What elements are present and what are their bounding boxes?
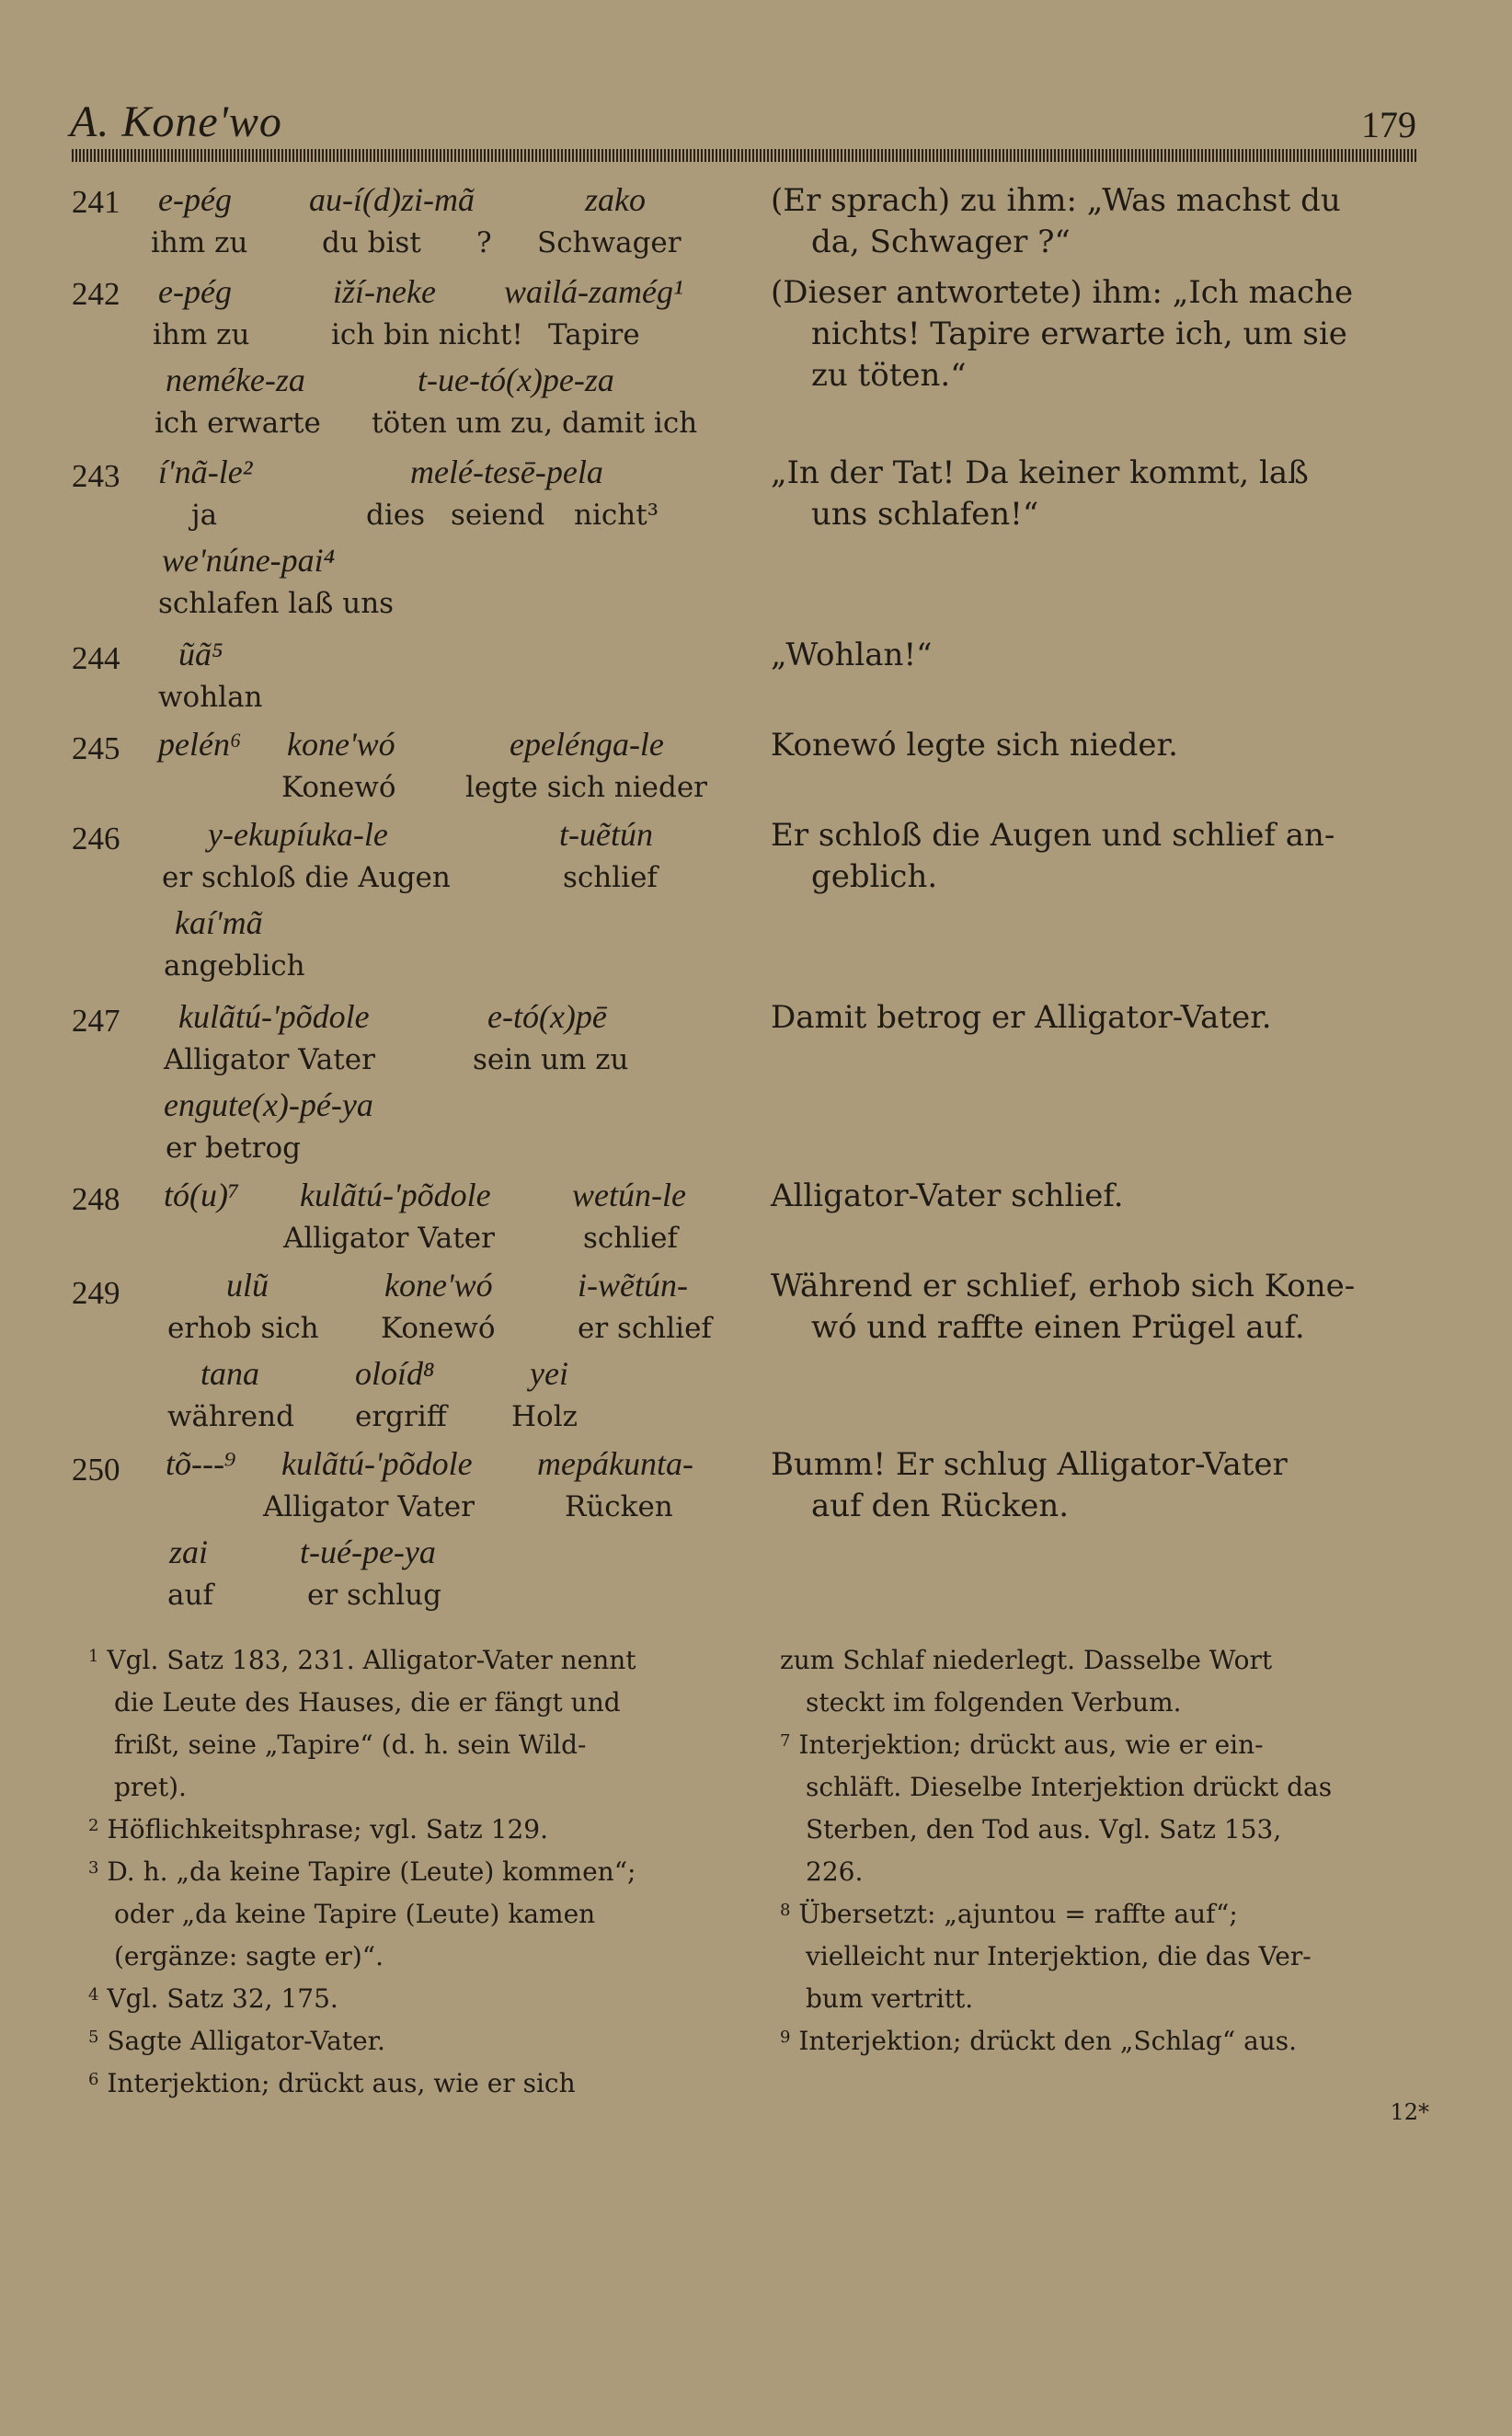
native-word: kone'wó xyxy=(287,726,395,763)
gloss: töten um zu, damit ich xyxy=(372,407,698,440)
native-word: iží-neke xyxy=(333,273,436,310)
gloss: ergriff xyxy=(355,1400,447,1433)
native-word: wailá-zamég¹ xyxy=(504,273,683,310)
native-word: t-uẽtún xyxy=(559,816,653,853)
translation: (Dieser antwortete) ihm: „Ich mache nichts! Tapire erwarte ich, um sie zu töten.“ xyxy=(771,274,1354,394)
gloss: Alligator Vater xyxy=(263,1490,475,1523)
gloss: ihm zu xyxy=(153,318,250,351)
line-number: 247 xyxy=(72,1003,120,1039)
native-word: y-ekupíuka-le xyxy=(208,816,388,853)
footnote-4: $^4$ Vgl. Satz 32, 175. xyxy=(88,1983,338,2014)
native-word: kulãtú-'põdole xyxy=(281,1445,473,1482)
native-word: zai xyxy=(169,1534,209,1570)
translation: Während er schlief, erhob sich Kone- wó und raffte einen Prügel auf. xyxy=(771,1268,1356,1346)
footnote-6: $^6$ Interjektion; drückt aus, wie er sich xyxy=(88,2068,576,2098)
line-number: 241 xyxy=(72,184,120,220)
line-number: 246 xyxy=(72,821,120,856)
native-word: au-í(d)zi-mã xyxy=(309,181,475,218)
gloss: schlief xyxy=(563,861,658,894)
gloss: Alligator Vater xyxy=(283,1222,495,1255)
gloss: Rücken xyxy=(565,1490,673,1523)
gloss: während xyxy=(167,1400,294,1433)
gloss: sein um zu xyxy=(473,1043,629,1076)
translation: Konewó legte sich nieder. xyxy=(771,727,1178,764)
header-rule xyxy=(72,149,1416,162)
native-word: mepákunta- xyxy=(537,1445,693,1482)
native-word: e-tó(x)pē xyxy=(487,998,607,1035)
gloss: ? xyxy=(476,226,492,259)
native-word: zako xyxy=(585,181,646,218)
native-word: kulãtú-'põdole xyxy=(300,1177,491,1213)
gloss: schlafen laß uns xyxy=(158,587,395,620)
gloss: wohlan xyxy=(158,681,263,714)
native-word: ulũ xyxy=(226,1267,269,1304)
gloss: seiend xyxy=(451,499,545,532)
gloss: Holz xyxy=(511,1400,578,1433)
translation: (Er sprach) zu ihm: „Was machst du da, Schwager ?“ xyxy=(771,182,1341,260)
translation: Alligator-Vater schlief. xyxy=(771,1178,1124,1214)
native-word: oloíd⁸ xyxy=(355,1355,435,1392)
line-number: 242 xyxy=(72,276,120,312)
footnotes-right xyxy=(780,1639,1429,2063)
footnote-6-continued: zum Schlaf niederlegt. Dasselbe Wort steckt im folgenden Verbum. xyxy=(780,1645,1273,1718)
gloss: nicht³ xyxy=(574,499,659,532)
gloss: ich erwarte xyxy=(155,407,321,440)
gloss: auf xyxy=(167,1579,213,1612)
line-number: 243 xyxy=(72,458,120,494)
gloss: dies xyxy=(366,499,426,532)
native-word: e-pég xyxy=(158,181,232,218)
footnotes-left xyxy=(88,1639,743,2105)
native-word: neméke-za xyxy=(166,362,305,398)
footnote-2: $^2$ Höflichkeitsphrase; vgl. Satz 129. xyxy=(88,1814,549,1844)
native-word: yei xyxy=(530,1355,568,1392)
native-word: kone'wó xyxy=(384,1267,493,1304)
gloss: Konewó xyxy=(281,771,396,804)
native-word: i-wẽtún- xyxy=(578,1267,688,1304)
native-word: tana xyxy=(200,1355,260,1392)
gloss: erhob sich xyxy=(167,1312,319,1345)
translation: Damit betrog er Alligator-Vater. xyxy=(771,999,1272,1036)
gloss: Alligator Vater xyxy=(164,1043,375,1076)
gloss: du bist xyxy=(322,226,421,259)
gloss: legte sich nieder xyxy=(465,771,708,804)
native-word: í'nã-le² xyxy=(158,454,253,490)
gloss: Schwager xyxy=(537,226,682,259)
translation: „In der Tat! Da keiner kommt, laß uns schlafen!“ xyxy=(771,454,1309,533)
gloss: schlief xyxy=(583,1222,678,1255)
translation: Bumm! Er schlug Alligator-Vater auf den Rücken. xyxy=(771,1446,1288,1524)
footnote-8: $^8$ Übersetzt: „ajuntou = raffte auf“; vielleicht nur Interjektion, die das Ver- bum vertritt. xyxy=(780,1899,1312,2014)
footnote-7: $^7$ Interjektion; drückt aus, wie er ein- schläft. Dieselbe Interjektion drückt das Sterben, den Tod aus. Vgl. Satz 153, 226. xyxy=(780,1729,1333,1887)
gloss: Tapire xyxy=(548,318,640,351)
running-head-title: A. Kone'wo xyxy=(70,98,282,146)
native-word: t-ué-pe-ya xyxy=(300,1534,436,1570)
translation: „Wohlan!“ xyxy=(771,637,933,673)
gloss: er betrog xyxy=(166,1132,301,1165)
gloss: angeblich xyxy=(164,949,305,982)
native-word: e-pég xyxy=(158,273,232,310)
gloss: Konewó xyxy=(381,1312,496,1345)
gloss: ich bin nicht! xyxy=(331,318,523,351)
native-word: tó(u)⁷ xyxy=(164,1177,240,1213)
footnote-5: $^5$ Sagte Alligator-Vater. xyxy=(88,2026,385,2056)
page-number: 179 xyxy=(1361,104,1416,145)
footnote-9: $^9$ Interjektion; drückt den „Schlag“ aus. xyxy=(780,2026,1298,2056)
line-number: 245 xyxy=(72,730,120,766)
line-number: 248 xyxy=(72,1181,120,1217)
native-word: melé-tesē-pela xyxy=(410,454,603,490)
footnote-1: $^1$ Vgl. Satz 183, 231. Alligator-Vater nennt die Leute des Hauses, die er fängt und frißt, seine „Tapire“ (d. h. sein Wild- pret). xyxy=(88,1645,636,1802)
native-word: engute(x)-pé-ya xyxy=(164,1086,373,1123)
line-number: 244 xyxy=(72,640,120,676)
line-number: 250 xyxy=(72,1452,120,1488)
gloss: er schloß die Augen xyxy=(162,861,451,894)
footnote-3: $^3$ D. h. „da keine Tapire (Leute) kommen“; oder „da keine Tapire (Leute) kamen (ergänze: sagte er)“. xyxy=(88,1856,636,1971)
native-word: epelénga-le xyxy=(510,726,664,763)
native-word: tõ---⁹ xyxy=(166,1445,236,1482)
native-word: ũã⁵ xyxy=(178,636,223,672)
gloss: er schlug xyxy=(307,1579,441,1612)
native-word: wetún-le xyxy=(572,1177,686,1213)
native-word: we'núne-pai⁴ xyxy=(162,542,336,579)
gloss: er schlief xyxy=(578,1312,712,1345)
native-word: pelén⁶ xyxy=(158,726,242,763)
signature-mark: 12* xyxy=(1390,2099,1429,2125)
native-word: t-ue-tó(x)pe-za xyxy=(418,362,614,398)
native-word: kaí'mã xyxy=(175,904,263,941)
gloss: ja xyxy=(191,499,218,532)
translation: Er schloß die Augen und schlief an- geblich. xyxy=(771,817,1335,895)
gloss: ihm zu xyxy=(151,226,248,259)
native-word: kulãtú-'põdole xyxy=(178,998,370,1035)
line-number: 249 xyxy=(72,1275,120,1311)
